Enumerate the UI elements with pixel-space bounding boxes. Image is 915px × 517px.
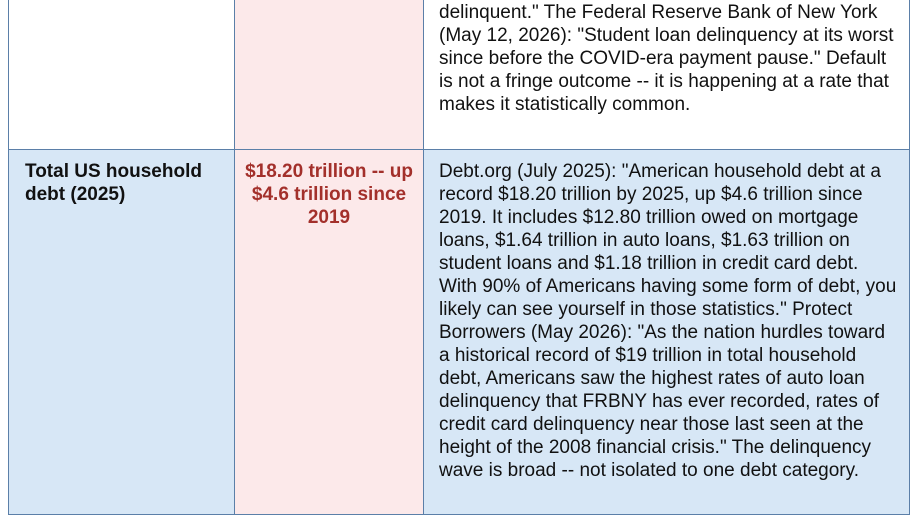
table-row: [9, 150, 910, 515]
row-detail: Debt.org (July 2025): "American household debt at a record $18.20 trillion by 2025, up $4.6 trillion since 2019. It includes $12.80 trillion owed on mortgage loans, $1.64 trillion in auto loans, $1.63 trillion on student loans and $1.18 trillion in credit card debt. With 90% of Americans having some form of debt, you likely can see yourself in those statistics." Protect Borrowers (May 2026): "As the nation hurdles toward a historical record of $19 trillion in total household debt, Americans saw the highest rates of auto loan delinquency that FRBNY has ever recorded, rates of credit card delinquency near those last seen at the height of the 2008 financial crisis." The delinquency wave is broad -- not isolated to one debt category.: [439, 161, 897, 481]
row-label-cell: [9, 150, 235, 515]
row-value-cell: [235, 150, 424, 515]
table-row: [9, 0, 910, 150]
row-value-cell: [235, 0, 424, 150]
row-detail: delinquent." The Federal Reserve Bank of New York (May 12, 2026): "Student loan delinquency at its worst since before the COVID-era payment pause." Default is not a fringe outcome -- it is happening at a rate that makes it statistically common.: [439, 2, 894, 115]
row-detail-cell: [424, 150, 910, 515]
row-detail-cell: [424, 0, 910, 150]
row-label: Total US household debt (2025): [25, 161, 202, 205]
row-value: $18.20 trillion -- up $4.6 trillion since 2019: [245, 161, 413, 228]
evidence-table: [8, 0, 910, 515]
row-label-cell: [9, 0, 235, 150]
